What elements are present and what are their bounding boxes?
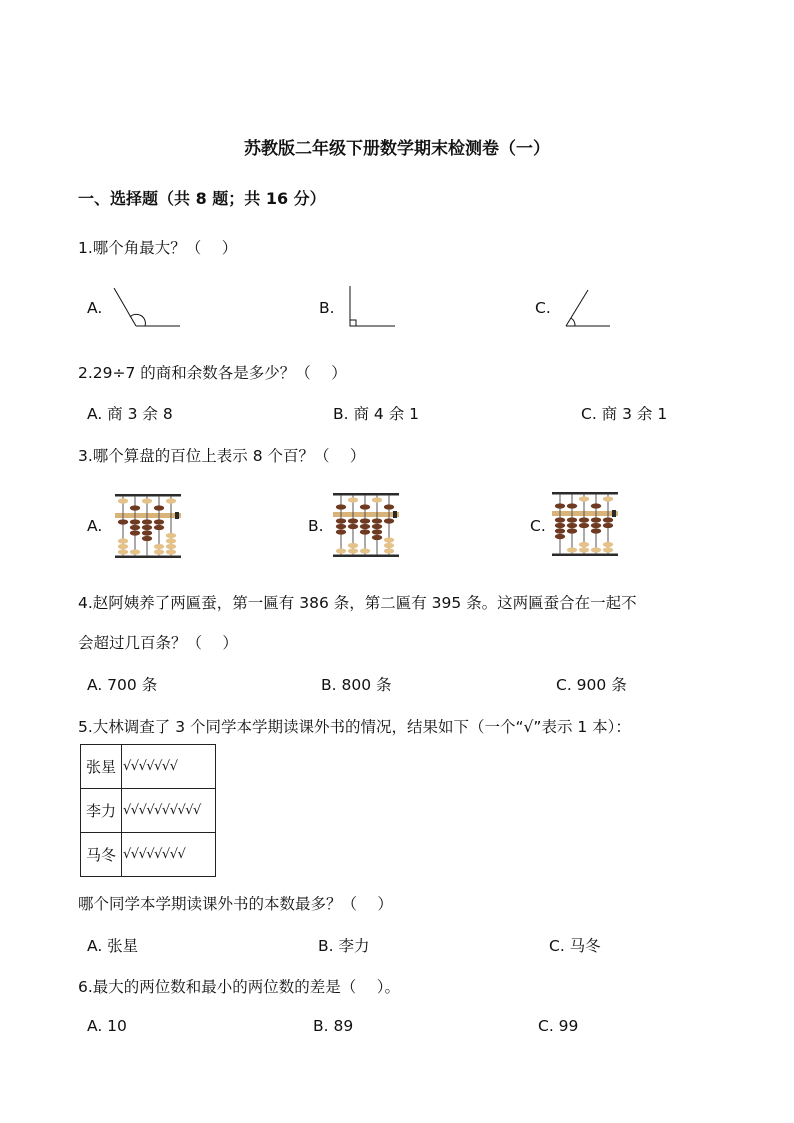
question-3-text: 3.哪个算盘的百位上表示 8 个百？（ ） [78, 447, 366, 465]
question-6-option-c[interactable]: C. 99 [538, 1017, 579, 1035]
question-4-option-c[interactable]: C. 900 条 [556, 676, 627, 694]
question-1-option-b[interactable]: B. [319, 299, 335, 317]
question-5-text: 5.大林调查了 3 个同学本学期读课外书的情况，结果如下（一个“√”表示 1 本）： [78, 718, 631, 736]
question-2-option-c[interactable]: C. 商 3 余 1 [581, 405, 668, 423]
question-2-option-a[interactable]: A. 商 3 余 8 [87, 405, 173, 423]
tally-marks: √√√√√√√√ [122, 833, 216, 877]
abacus-a-icon [114, 493, 182, 559]
question-1-text: 1.哪个角最大？（ ） [78, 239, 238, 257]
question-6-option-a[interactable]: A. 10 [87, 1017, 127, 1035]
question-4-option-b[interactable]: B. 800 条 [321, 676, 392, 694]
question-4-text-line-1: 4.赵阿姨养了两匾蚕，第一匾有 386 条，第二匾有 395 条。这两匾蚕合在一起不 [78, 594, 637, 612]
right-angle-icon [345, 284, 397, 330]
tally-marks: √√√√√√√√√√ [122, 789, 216, 833]
student-name: 李力 [81, 789, 122, 833]
question-1-option-a[interactable]: A. [87, 299, 103, 317]
question-3-option-c[interactable]: C. [530, 517, 546, 535]
question-3-option-a[interactable]: A. [87, 517, 103, 535]
question-1-option-c[interactable]: C. [535, 299, 551, 317]
question-4-option-a[interactable]: A. 700 条 [87, 676, 158, 694]
table-row [81, 789, 216, 833]
student-name: 马冬 [81, 833, 122, 877]
books-tally-table [80, 744, 216, 877]
question-3-option-b[interactable]: B. [308, 517, 324, 535]
question-2-text: 2.29÷7 的商和余数各是多少？（ ） [78, 364, 347, 382]
section-heading: 一、选择题（共 8 题；共 16 分） [78, 189, 326, 208]
question-5-option-c[interactable]: C. 马冬 [549, 937, 601, 955]
table-row [81, 745, 216, 789]
tally-marks: √√√√√√√ [122, 745, 216, 789]
acute-angle-icon [562, 286, 614, 330]
question-4-text-line-2: 会超过几百条？（ ） [78, 634, 238, 652]
student-name: 张星 [81, 745, 122, 789]
question-6-option-b[interactable]: B. 89 [313, 1017, 354, 1035]
document-title: 苏教版二年级下册数学期末检测卷（一） [244, 139, 550, 159]
abacus-c-icon [551, 491, 619, 557]
question-6-text: 6.最大的两位数和最小的两位数的差是（ ）。 [78, 978, 400, 996]
question-5-option-b[interactable]: B. 李力 [318, 937, 370, 955]
question-5-followup: 哪个同学本学期读课外书的本数最多？（ ） [78, 895, 393, 913]
abacus-b-icon [332, 492, 400, 558]
question-2-option-b[interactable]: B. 商 4 余 1 [333, 405, 419, 423]
question-5-option-a[interactable]: A. 张星 [87, 937, 139, 955]
table-row [81, 833, 216, 877]
obtuse-angle-icon [110, 286, 182, 330]
